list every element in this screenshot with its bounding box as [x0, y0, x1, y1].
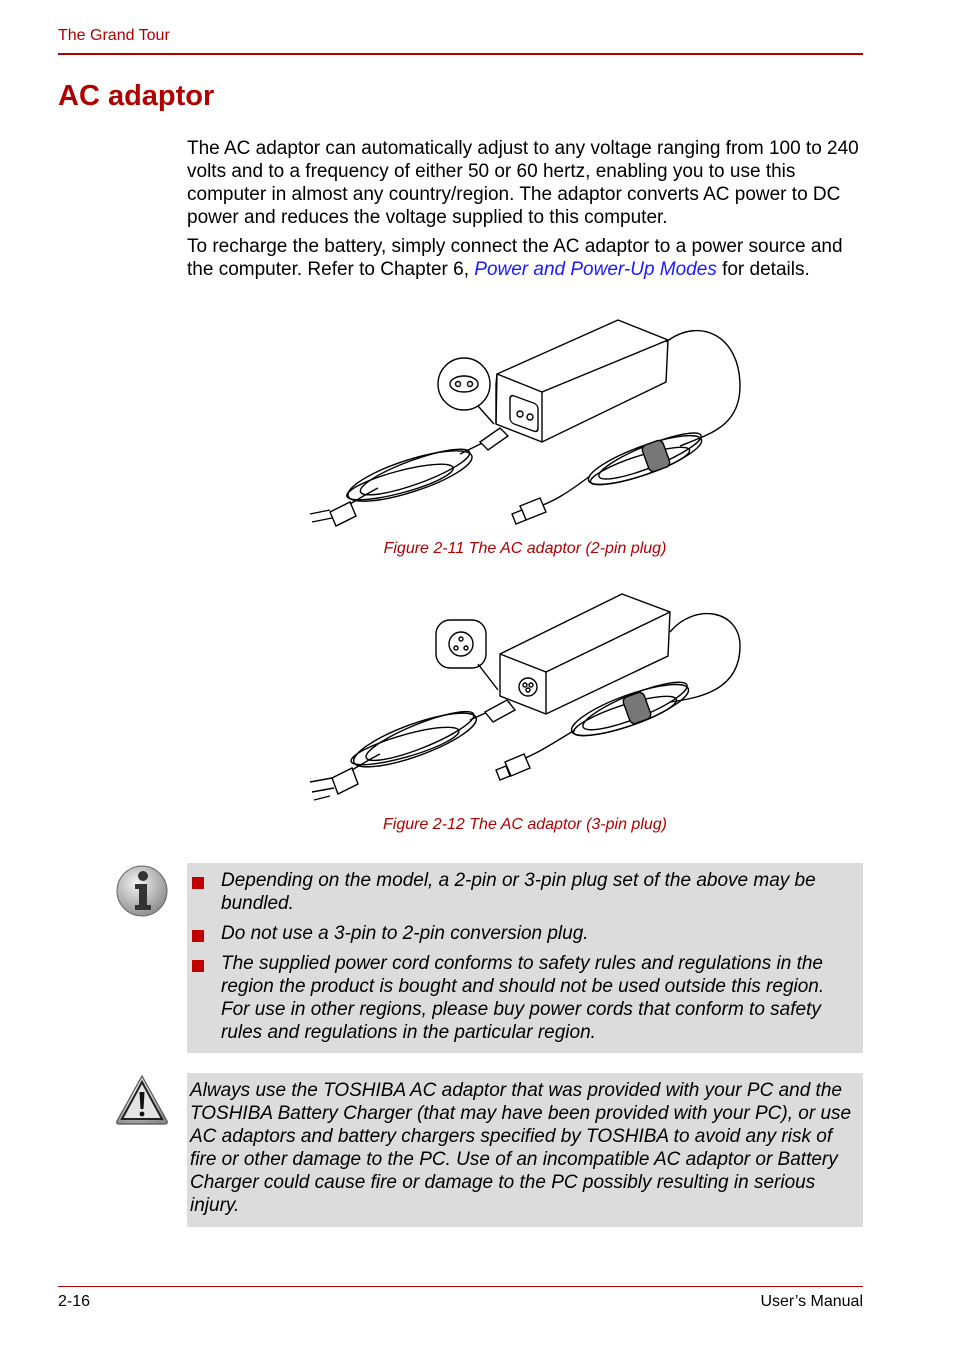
recharge-text-end: for details.: [716, 259, 810, 280]
note-box: [187, 863, 863, 1053]
intro-paragraph: The AC adaptor can automatically adjust to any voltage ranging from 100 to 240 volts and to a frequency of either 50 or 60 hertz, enabling you to use this computer in almost any country/region. The adaptor converts AC power to DC power and reduces the voltage supplied to this computer.: [187, 138, 859, 228]
running-header: The Grand Tour: [58, 27, 170, 44]
header-rule: [58, 53, 863, 55]
page-number: 2-16: [58, 1293, 91, 1310]
warning-icon: [114, 1073, 170, 1127]
note-item-text: The supplied power cord conforms to safety rules and regulations in the region the product is bought and should not be used outside this region. For use in other regions, please buy power cords that conform to safety rules and regulations in the particular region.: [221, 953, 825, 1043]
recharge-paragraph: [187, 235, 863, 281]
list-item: [187, 869, 857, 915]
recharge-text: To recharge the battery, simply connect the AC adaptor to a power source and the computer. Refer to Chapter 6,: [187, 236, 843, 280]
note-item-text: Do not use a 3-pin to 2-pin conversion plug.: [221, 923, 589, 944]
bullet-square-icon: [192, 930, 204, 942]
warning-text: Always use the TOSHIBA AC adaptor that was provided with your PC and the TOSHIBA Battery Charger (that may have been provided with your PC), or use AC adaptors and battery chargers specified by TOSHIBA to avoid any risk of fire or other damage to the PC. Use of an incompatible AC adaptor or Battery Charger could cause fire or damage to the PC possibly resulting in serious injury.: [190, 1080, 852, 1216]
note-list: [187, 869, 857, 1051]
list-item: [187, 952, 857, 1044]
bullet-square-icon: [192, 877, 204, 889]
page-title: AC adaptor: [58, 80, 215, 112]
power-modes-link[interactable]: Power and Power-Up Modes: [474, 259, 717, 280]
ac-adaptor-2pin-illustration: [300, 316, 750, 531]
note-item-text: Depending on the model, a 2-pin or 3-pin plug set of the above may be bundled.: [221, 870, 816, 914]
figure-caption: Figure 2-11 The AC adaptor (2-pin plug): [383, 540, 667, 557]
ac-adaptor-3pin-illustration: [300, 590, 750, 808]
list-item: [187, 922, 857, 945]
bullet-square-icon: [192, 960, 204, 972]
info-icon: [114, 863, 170, 919]
warning-box: [187, 1073, 863, 1227]
figure-caption: Figure 2-12 The AC adaptor (3-pin plug): [383, 816, 667, 833]
footer-rule: [58, 1286, 863, 1287]
manual-name: User’s Manual: [760, 1293, 863, 1310]
